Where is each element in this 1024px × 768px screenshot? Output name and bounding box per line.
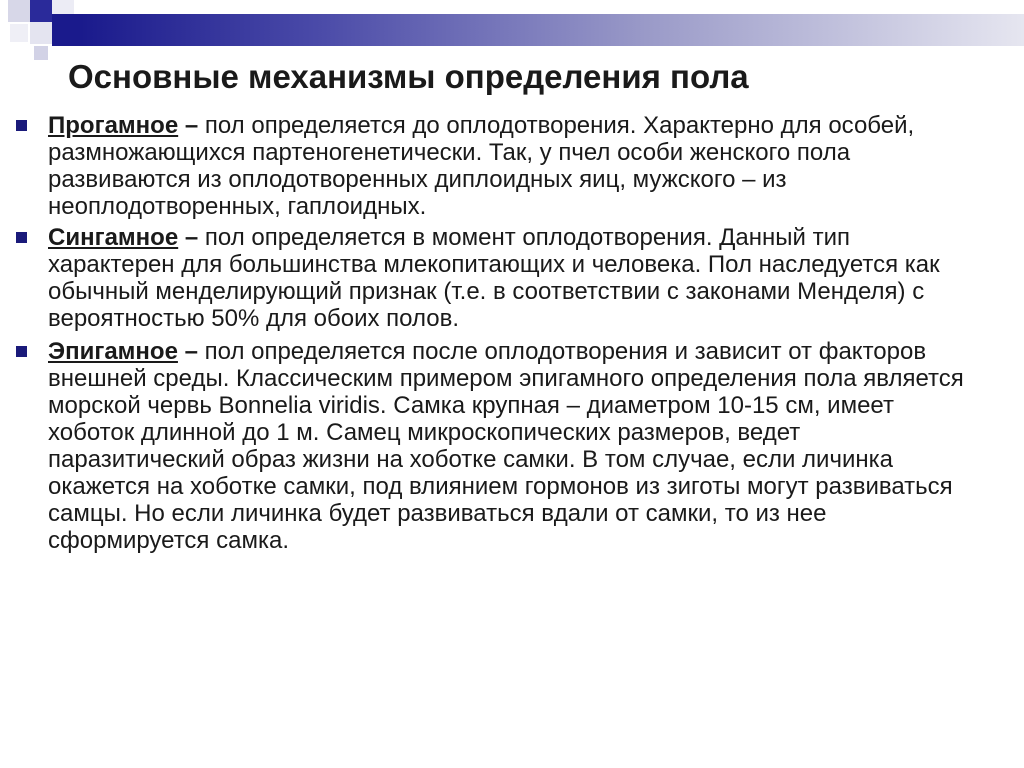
term-dash: – — [177, 338, 205, 365]
deco-square — [30, 22, 52, 44]
bullet-paragraph — [48, 224, 978, 332]
header-gradient-bar — [80, 14, 1024, 46]
bullet-item-singamnoe — [48, 224, 978, 332]
bullet-item-progamnoe — [48, 112, 978, 220]
bullet-paragraph — [48, 338, 978, 554]
bullet-item-epigamnoe — [48, 338, 978, 554]
term-dash: – — [178, 224, 205, 251]
slide-title: Основные механизмы определения пола — [68, 58, 749, 95]
bullet-list — [48, 112, 978, 554]
definition-text: пол определяется до оплодотворения. Характерно для особей, размножающихся партеногенетически. Так, у пчел особи женского пола развиваются из оплодотворенных диплоидных яиц, мужского – из неоплодотворенных, гаплоидных. — [48, 112, 915, 220]
square-bullet-icon — [16, 232, 27, 243]
deco-square — [30, 0, 52, 22]
term-progamnoe: Прогамное — [48, 112, 179, 139]
definition-text: пол определяется после оплодотворения и зависит от факторов внешней среды. Классическим примером эпигамного определения пола является морской червь Bonnelia viridis. Самка крупная – диаметром 10-15 см, имеет хоботок длинной до 1 м. Самец микроскопических размеров, ведет паразитический образ жизни на хоботке самки. В том случае, если личинка окажется на хоботке самки, под влиянием гормонов из зиготы могут развиваться самцы. Но если личинка будет развиваться вдали от самки, то из нее сформируется самка. — [48, 338, 964, 554]
square-bullet-icon — [16, 120, 27, 131]
term-epigamnoe: Эпигамное — [48, 338, 178, 365]
bullet-paragraph — [48, 112, 978, 220]
definition-text: пол определяется в момент оплодотворения. Данный тип характерен для большинства млекопитающих и человека. Пол наследуется как обычный менделирующий признак (т.е. в соответствии с законами Менделя) с вероятностью 50% для обоих полов. — [48, 224, 940, 332]
term-dash: – — [178, 112, 205, 139]
square-bullet-icon — [16, 346, 27, 357]
deco-square — [34, 46, 48, 60]
deco-square — [10, 24, 28, 42]
term-singamnoe: Сингамное — [48, 224, 179, 251]
deco-square — [8, 0, 30, 22]
deco-square — [52, 14, 80, 46]
